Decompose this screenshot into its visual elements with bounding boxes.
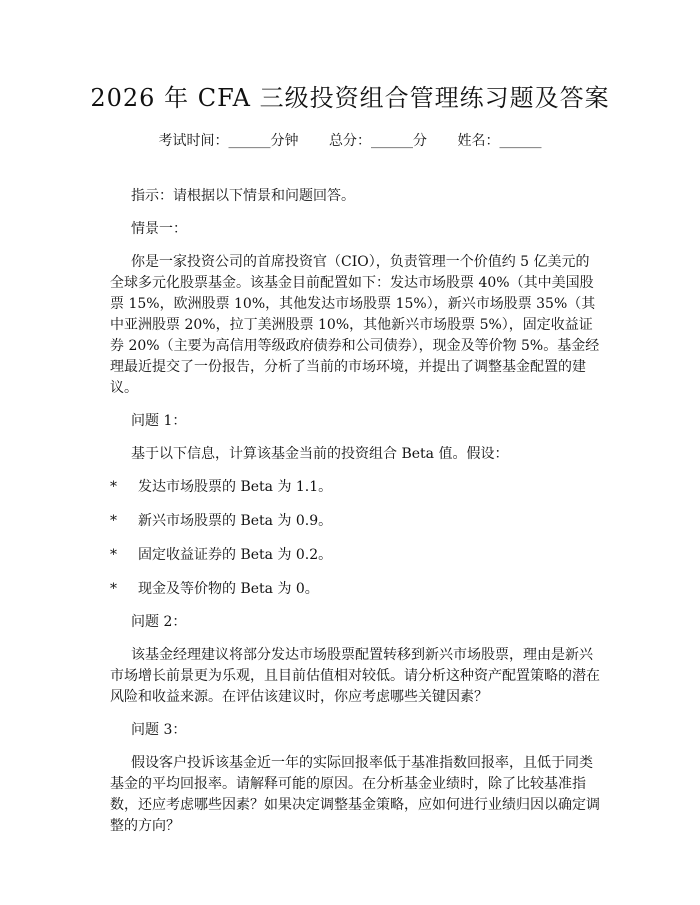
- bullet-text: 发达市场股票的 Beta 为 1.1。: [138, 479, 333, 495]
- list-item: [110, 511, 600, 532]
- bullet-text: 固定收益证券的 Beta 为 0.2。: [138, 547, 333, 563]
- bullet-marker: *: [110, 547, 117, 563]
- bullet-marker: *: [110, 479, 117, 495]
- scenario-label: 情景一：: [131, 221, 187, 237]
- question-1-text: 基于以下信息，计算该基金当前的投资组合 Beta 值。假设：: [131, 446, 509, 462]
- bullet-marker: *: [110, 581, 117, 597]
- question-2-label: 问题 2：: [131, 614, 187, 630]
- bullet-text: 现金及等价物的 Beta 为 0。: [138, 581, 319, 597]
- question-2-text: 该基金经理建议将部分发达市场股票配置转移到新兴市场股票，理由是新兴市场增长前景更为乐观，且目前估值相对较低。请分析这种资产配置策略的潜在风险和收益来源。在评估该建议时，你应考虑哪些关键因素？: [110, 647, 600, 705]
- list-item: [110, 545, 600, 566]
- exam-meta: [0, 131, 700, 151]
- question-3-label: 问题 3：: [131, 722, 187, 738]
- total-score-field: 总分：______分: [329, 133, 427, 149]
- question-1-bullet-list: [110, 477, 600, 600]
- bullet-marker: *: [110, 513, 117, 529]
- list-item: [110, 477, 600, 498]
- instruction-text: 指示：请根据以下情景和问题回答。: [131, 188, 355, 204]
- page-title: 2026 年 CFA 三级投资组合管理练习题及答案: [90, 84, 610, 112]
- bullet-text: 新兴市场股票的 Beta 为 0.9。: [138, 513, 333, 529]
- student-name-field: 姓名：______: [457, 133, 542, 149]
- list-item: [110, 579, 600, 600]
- question-1-label: 问题 1：: [131, 413, 187, 429]
- exam-time-field: 考试时间：______分钟: [158, 133, 299, 149]
- question-3-text: 假设客户投诉该基金近一年的实际回报率低于基准指数回报率，且低于同类基金的平均回报率。请解释可能的原因。在分析基金业绩时，除了比较基准指数，还应考虑哪些因素？如果决定调整基金策略，应如何进行业绩归因以确定调整的方向？: [110, 755, 600, 834]
- document-body: [110, 186, 600, 837]
- scenario-paragraph: 你是一家投资公司的首席投资官（CIO），负责管理一个价值约 5 亿美元的全球多元化股票基金。该基金目前配置如下：发达市场股票 40%（其中美国股票 15%，欧洲股票 10%，其他发达市场股票 15%），新兴市场股票 35%（其中亚洲股票 20%，拉丁美洲股票 10%，其他新兴市场股票 5%），固定收益证券 20%（主要为高信用等级政府债券和公司债券），现金及等价物 5%。基金经理最近提交了一份报告，分析了当前的市场环境，并提出了调整基金配置的建议。: [110, 254, 600, 396]
